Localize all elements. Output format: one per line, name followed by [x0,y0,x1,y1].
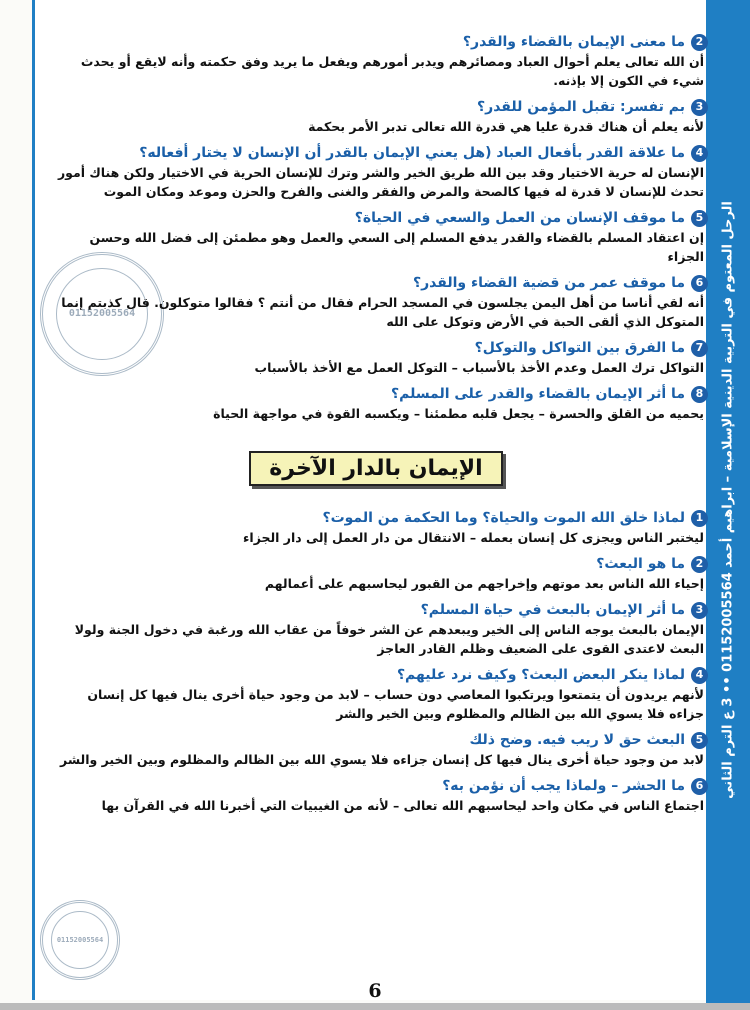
qa-item [44,208,708,266]
question-text: ما هو البعث؟ [596,556,685,572]
stamp-phone: 01152005564 [68,308,136,320]
answer-text: لابد من وجود حياة أخرى ينال فيها كل إنسان جزاءه فلا يسوي الله بين الظالم والمظلوم وبين الخير والشر [60,752,704,767]
qa-item [44,97,708,136]
answer-text: الإنسان له حرية الاختيار وقد بين الله طريق الخير والشر وترك للإنسان الحرية في الاختيار ولكن هناك أمور تحدث للإنسان لا قدرة له فيها كالصحة والمرض والفقر والغنى والفرح والحزن وموعد ومكان الموت [57,165,704,199]
qa-item [44,665,708,723]
qa-item [44,273,708,331]
question-text: لماذا خلق الله الموت والحياة؟ وما الحكمة من الموت؟ [322,510,685,526]
answer-text: أنه لقي أناسا من أهل اليمن يجلسون في المسجد الحرام فقال من أنتم ؟ فقالوا متوكلون. قال كذبتم إنما المتوكل الذي ألقى الحبة في الأرض وتوكل على الله [61,295,704,329]
question-text: البعث حق لا ريب فيه. وضح ذلك [469,732,685,748]
qa-item [44,730,708,769]
qa-item [44,554,708,593]
question-text: ما الفرق بين التواكل والتوكل؟ [474,340,685,356]
bottom-bar [0,1003,750,1010]
question-number: 5 [691,210,708,227]
answer-text: اجتماع الناس في مكان واحد ليحاسبهم الله تعالى – لأنه من الغيبيات التي أخبرنا الله في القرآن بها [101,798,704,813]
content [44,0,708,822]
author-stamp-small [40,900,120,980]
section-title: الإيمان بالدار الآخرة [249,451,502,486]
answer-text: التواكل ترك العمل وعدم الأخذ بالأسباب – التوكل العمل مع الأخذ بالأسباب [254,360,704,375]
answer-text: أن الله تعالى يعلم أحوال العباد ومصائرهم ويدبر أمورهم ويفعل ما يريد وفق حكمته وأنه لايقع أو يحدث شيء في الكون إلا بإذنه. [80,54,704,88]
qa-item [44,32,708,90]
answer-text: الإيمان بالبعث يوجه الناس إلى الخير ويبعدهم عن الشر خوفاً من عقاب الله ورغبة في دخول الجنة ولولا البعث لاعتدى القوى على الضعيف وظلم القادر العاجز [74,622,704,656]
question-text: ما أثر الإيمان بالبعث في حياة المسلم؟ [420,602,685,618]
question-text: ما معنى الإيمان بالقضاء والقدر؟ [462,34,685,50]
answer-text: يحميه من القلق والحسرة – يجعل قلبه مطمئنا – ويكسبه القوة في مواجهة الحياة [213,406,704,421]
question-text: ما علاقة القدر بأفعال العباد (هل يعني الإيمان بالقدر أن الإنسان لا يختار أفعاله؟ [139,145,685,161]
side-strip-text: الرحل المعتوم في التربية الدينية الإسلامية – ابراهيم أحمد 01152005564 •• 3 ع الترم الثاني [720,201,736,799]
qa-item [44,600,708,658]
question-number: 8 [691,386,708,403]
question-number: 7 [691,340,708,357]
qa-item [44,338,708,377]
question-text: لماذا ينكر البعض البعث؟ وكيف نرد عليهم؟ [396,667,685,683]
question-number: 4 [691,145,708,162]
question-number: 6 [691,275,708,292]
question-text: ما الحشر – ولماذا يجب أن نؤمن به؟ [442,778,685,794]
question-number: 2 [691,556,708,573]
question-number: 1 [691,510,708,527]
section-akhira [44,508,708,815]
question-text: ما موقف عمر من قضية القضاء والقدر؟ [413,275,685,291]
qa-item [44,143,708,201]
question-number: 2 [691,34,708,51]
question-text: ما أثر الإيمان بالقضاء والقدر على المسلم؟ [391,386,685,402]
question-text: ما موقف الإنسان من العمل والسعي في الحياة؟ [354,210,685,226]
section-title-wrap [44,451,708,486]
question-number: 6 [691,778,708,795]
answer-text: ليختبر الناس ويجزى كل إنسان بعمله – الانتقال من دار العمل إلى دار الجزاء [243,530,704,545]
question-number: 4 [691,667,708,684]
qa-item [44,508,708,547]
page-number: 6 [368,980,382,1002]
question-number: 3 [691,99,708,116]
answer-text: إحياء الله الناس بعد موتهم وإخراجهم من القبور ليحاسبهم على أعمالهم [264,576,704,591]
question-number: 3 [691,602,708,619]
question-text: بم تفسر: تقبل المؤمن للقدر؟ [477,99,685,115]
answer-text: لأنهم يريدون أن يتمتعوا ويرتكبوا المعاصي دون حساب – لابد من وجود حياة أخرى ينال فيها كل إنسان جزاءه فلا يسوي الله بين الظالم والمظلوم وبين الخير والشر [87,687,704,721]
stamp-phone-small: 01152005564 [56,935,104,944]
answer-text: لأنه يعلم أن هناك قدرة عليا هي قدرة الله تعالى تدبر الأمر بحكمة [308,119,704,134]
answer-text: إن اعتقاد المسلم بالقضاء والقدر يدفع المسلم إلى السعي والعمل وهو مطمئن إلى فضل الله وحسن الجزاء [89,230,704,264]
qa-item [44,776,708,815]
question-number: 5 [691,732,708,749]
qa-item [44,384,708,423]
section-qadar [44,0,708,423]
